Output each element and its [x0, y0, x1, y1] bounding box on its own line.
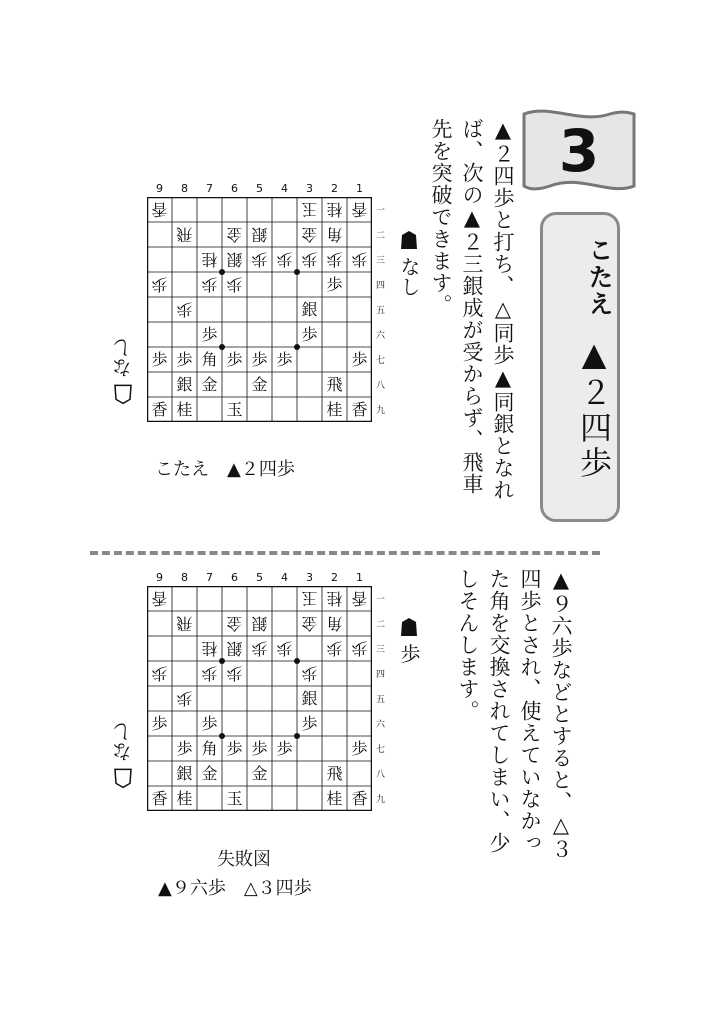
gote-piece: 歩	[251, 250, 268, 270]
shogi-board-top	[147, 197, 372, 422]
sente-piece-icon	[400, 617, 418, 637]
explanation-line: 四歩とされ、使えていなかっ	[518, 568, 542, 854]
file-label: 6	[231, 182, 238, 195]
file-labels-bottom	[147, 571, 372, 585]
sente-piece: 飛	[326, 374, 343, 394]
rank-label: 六	[376, 720, 386, 730]
rank-label: 二	[376, 231, 386, 241]
file-label: 1	[356, 182, 363, 195]
file-label: 7	[206, 571, 213, 584]
file-labels-top	[147, 182, 372, 196]
sente-piece: 香	[151, 399, 168, 419]
sente-piece: 歩	[201, 713, 218, 733]
explanation-line: しそんします。	[456, 568, 480, 722]
gote-piece: 香	[351, 200, 368, 220]
gote-piece: 香	[151, 589, 168, 609]
board-caption-top: こたえ ▲２四歩	[155, 459, 295, 480]
sente-piece: 銀	[301, 688, 318, 708]
sente-piece: 玉	[226, 788, 243, 808]
rank-label: 八	[376, 770, 386, 780]
rank-label: 九	[376, 795, 386, 805]
file-label: 2	[331, 182, 338, 195]
gote-hand-top	[112, 338, 134, 404]
gote-piece-icon	[114, 384, 132, 404]
board-caption-bottom-title: 失敗図	[217, 849, 271, 870]
sente-piece: 飛	[326, 763, 343, 783]
explanation-line: ば、次の▲２三銀成が受からず、飛車	[460, 118, 484, 495]
gote-piece: 銀	[226, 250, 243, 270]
gote-piece: 歩	[201, 275, 218, 295]
file-label: 2	[331, 571, 338, 584]
gote-piece: 歩	[201, 664, 218, 684]
rank-labels-top	[376, 197, 390, 422]
rank-label: 六	[376, 331, 386, 341]
file-label: 5	[256, 182, 263, 195]
sente-piece: 銀	[301, 299, 318, 319]
file-label: 8	[181, 182, 188, 195]
gote-piece: 飛	[176, 225, 193, 245]
answer-move: ▲２四歩	[575, 335, 613, 481]
file-label: 6	[231, 571, 238, 584]
gote-piece: 飛	[176, 614, 193, 634]
rank-label: 八	[376, 381, 386, 391]
sente-piece: 歩	[251, 349, 268, 369]
rank-label: 七	[376, 745, 386, 755]
file-label: 8	[181, 571, 188, 584]
gote-piece: 歩	[226, 664, 243, 684]
gote-hand-bottom	[112, 722, 134, 788]
rank-label: 一	[376, 206, 386, 216]
file-label: 3	[306, 571, 313, 584]
gote-piece: 金	[301, 614, 318, 634]
gote-piece: 桂	[326, 589, 343, 609]
sente-piece: 角	[201, 349, 218, 369]
gote-piece: 歩	[326, 250, 343, 270]
gote-piece: 玉	[301, 200, 318, 220]
explanation-top	[425, 118, 518, 533]
problem-number-flag	[520, 108, 638, 194]
gote-hand-label: なし	[111, 722, 135, 762]
gote-piece: 角	[326, 614, 343, 634]
explanation-line: た角を交換されてしまい、少	[487, 568, 511, 854]
gote-piece: 銀	[251, 225, 268, 245]
sente-piece: 銀	[176, 374, 193, 394]
sente-piece: 桂	[176, 399, 193, 419]
answer-title: こたえ	[585, 237, 614, 318]
gote-piece: 金	[226, 225, 243, 245]
section-divider	[90, 551, 600, 555]
gote-piece: 銀	[226, 639, 243, 659]
gote-piece: 銀	[251, 614, 268, 634]
sente-piece: 金	[251, 763, 268, 783]
file-label: 7	[206, 182, 213, 195]
file-label: 4	[281, 571, 288, 584]
board-caption-bottom-moves: ▲９六歩 △３四歩	[158, 878, 312, 899]
file-label: 3	[306, 182, 313, 195]
gote-piece: 歩	[151, 275, 168, 295]
sente-piece: 歩	[326, 274, 343, 294]
sente-piece: 歩	[176, 349, 193, 369]
rank-label: 九	[376, 406, 386, 416]
sente-piece: 歩	[351, 349, 368, 369]
explanation-line: ▲９六歩などとすると、△３	[549, 568, 573, 860]
sente-piece: 歩	[301, 713, 318, 733]
gote-piece: 歩	[351, 639, 368, 659]
file-label: 9	[156, 571, 163, 584]
sente-piece: 歩	[251, 738, 268, 758]
file-label: 4	[281, 182, 288, 195]
gote-piece: 金	[226, 614, 243, 634]
gote-piece: 香	[151, 200, 168, 220]
gote-piece: 歩	[176, 689, 193, 709]
sente-piece: 角	[201, 738, 218, 758]
sente-hand-top	[398, 230, 420, 296]
rank-label: 五	[376, 306, 386, 316]
sente-piece: 金	[251, 374, 268, 394]
sente-hand-bottom	[398, 617, 420, 663]
sente-piece: 歩	[351, 738, 368, 758]
sente-piece: 歩	[276, 349, 293, 369]
sente-piece: 歩	[301, 324, 318, 344]
sente-piece: 玉	[226, 399, 243, 419]
explanation-bottom	[452, 568, 576, 898]
gote-piece: 歩	[326, 639, 343, 659]
gote-piece: 歩	[151, 664, 168, 684]
sente-piece: 桂	[326, 788, 343, 808]
rank-label: 二	[376, 620, 386, 630]
rank-label: 三	[376, 645, 386, 655]
rank-label: 四	[376, 670, 386, 680]
sente-piece: 香	[351, 399, 368, 419]
gote-piece: 歩	[276, 639, 293, 659]
answer-box	[540, 212, 620, 522]
sente-piece: 歩	[226, 349, 243, 369]
rank-label: 四	[376, 281, 386, 291]
gote-piece: 歩	[226, 275, 243, 295]
gote-piece: 桂	[326, 200, 343, 220]
file-label: 5	[256, 571, 263, 584]
sente-piece: 歩	[151, 713, 168, 733]
sente-piece: 桂	[176, 788, 193, 808]
sente-piece: 銀	[176, 763, 193, 783]
gote-piece: 歩	[251, 639, 268, 659]
gote-hand-label: なし	[111, 338, 135, 378]
gote-piece-icon	[114, 768, 132, 788]
explanation-line: ▲２四歩と打ち、△同歩▲同銀となれ	[491, 118, 515, 501]
gote-piece: 桂	[201, 250, 218, 270]
gote-piece: 香	[351, 589, 368, 609]
sente-piece: 金	[201, 374, 218, 394]
gote-piece: 歩	[276, 250, 293, 270]
file-label: 1	[356, 571, 363, 584]
rank-labels-bottom	[376, 586, 390, 811]
gote-piece: 歩	[176, 300, 193, 320]
sente-piece: 香	[151, 788, 168, 808]
sente-piece: 歩	[276, 738, 293, 758]
sente-piece: 歩	[226, 738, 243, 758]
sente-piece: 金	[201, 763, 218, 783]
shogi-board-bottom	[147, 586, 372, 811]
sente-hand-label: 歩	[397, 643, 421, 664]
gote-piece: 金	[301, 225, 318, 245]
rank-label: 七	[376, 356, 386, 366]
sente-piece: 歩	[151, 349, 168, 369]
rank-label: 五	[376, 695, 386, 705]
sente-piece-icon	[400, 230, 418, 250]
gote-piece: 歩	[301, 250, 318, 270]
sente-piece: 香	[351, 788, 368, 808]
gote-piece: 桂	[201, 639, 218, 659]
gote-piece: 玉	[301, 589, 318, 609]
sente-hand-label: なし	[397, 256, 421, 297]
rank-label: 一	[376, 595, 386, 605]
gote-piece: 歩	[351, 250, 368, 270]
file-label: 9	[156, 182, 163, 195]
explanation-line: 先を突破できます。	[429, 118, 453, 316]
problem-number: 3	[558, 117, 600, 185]
gote-piece: 歩	[301, 664, 318, 684]
sente-piece: 歩	[201, 324, 218, 344]
sente-piece: 歩	[176, 738, 193, 758]
rank-label: 三	[376, 256, 386, 266]
gote-piece: 角	[326, 225, 343, 245]
sente-piece: 桂	[326, 399, 343, 419]
